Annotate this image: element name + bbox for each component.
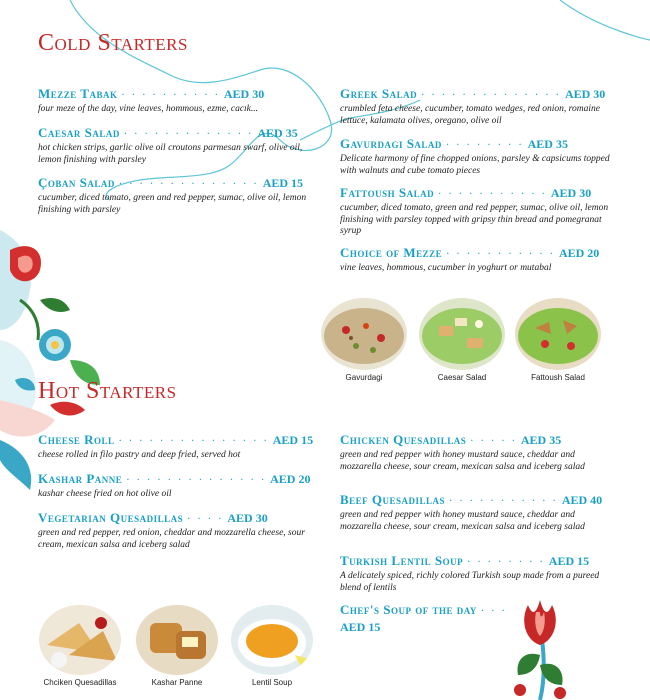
photo-caption: Fattoush Salad [531,373,585,382]
item-name: Vegetarian Quesadillas [38,510,184,525]
item-price: AED 15 [548,554,590,568]
fattoush-salad-image [515,298,601,370]
menu-item-greek-salad[interactable] [340,86,610,127]
photo-chicken-quesadillas [36,605,124,687]
menu-item-turkish-lentil-soup[interactable] [340,553,610,594]
photo-image [231,605,313,675]
item-price: AED 15 [272,433,314,447]
item-description: cheese rolled in filo pastry and deep fried, served hot [38,450,241,460]
menu-item-coban-salad[interactable] [38,175,308,216]
menu-item-vegetarian-quesadillas[interactable] [38,510,308,551]
lentil-soup-image [231,605,313,675]
photo-caption: Lentil Soup [251,678,293,687]
leader-dots: · · · · · · · · · · · · · · [118,179,259,190]
item-name: Fattoush Salad [340,185,435,200]
item-price: AED 30 [223,87,265,101]
item-price: AED 20 [270,472,311,486]
photo-caesar-salad [418,298,506,382]
item-description: kashar cheese fried on hot olive oil [38,489,172,499]
item-description: four meze of the day, vine leaves, hommous, ezme, cacık... [38,104,259,114]
leader-dots: · · · · · · · · · · · · · · · [118,436,269,447]
menu-item-gavurdagi-salad[interactable] [340,136,610,177]
item-price: AED 35 [520,433,562,447]
item-name: Turkish Lentil Soup [340,553,464,568]
item-price: AED 30 [550,186,592,200]
item-description: hot chicken strips, garlic olive oil croutons parmesan swarf, olive oil, lemon finishing with parsley [38,143,303,165]
item-description: green and red pepper with honey mustard sauce, cheddar and mozzarella cheese, sour cream, mexican salsa and iceberg salad [340,510,585,532]
leader-dots: · · · · · · · · · · · [438,189,547,200]
photo-image [515,298,601,370]
photo-gavurdagi [320,298,408,382]
item-name: Mezze Tabak [38,86,118,101]
tulip-ornament-right [514,600,566,700]
item-price: AED 40 [561,493,603,507]
item-price: AED 30 [227,511,268,525]
item-description: green and red pepper with honey mustard sauce, cheddar and mozzarella cheese, sour cream, mexican salsa and iceberg salad [340,450,585,472]
cold-starters-title: Cold Starters [38,30,188,56]
item-name: Chef's Soup of the day [340,602,477,617]
item-description: vine leaves, hommous, cucumber in yoghurt or mutabal [340,263,552,273]
photo-caption: Chciken Quesadillas [43,678,117,687]
leader-dots: · · · · · · · · · · · · · · [126,475,267,486]
photo-image [136,605,218,675]
photo-lentil-soup [228,605,316,687]
leader-dots: · · · · · · · · · · · · · · [421,90,561,101]
item-description: A delicately spiced, richly colored Turkish soup made from a pureed blend of lentils [340,571,600,593]
menu-item-kashar-panne[interactable] [38,471,311,501]
photo-image [321,298,407,370]
item-name: Chicken Quesadillas [340,432,467,447]
item-name: Choice of Mezze [340,245,443,260]
kashar-panne-image [136,605,218,675]
item-description: cucumber, diced tomato, green and red pepper, sumac, olive oil, lemon finishing with parsley [38,193,307,215]
photo-caption: Caesar Salad [437,373,487,382]
leader-dots: · · · · · · · · · · · [446,249,555,260]
menu-item-chicken-quesadillas[interactable] [340,432,610,473]
leader-dots: · · · · [187,514,224,525]
menu-item-mezze-tabak[interactable] [38,86,308,116]
leader-dots: · · · · · [470,436,517,447]
item-price: AED 30 [564,87,606,101]
photo-caption: Gavurdagi [345,373,383,382]
leader-dots: · · · · · · · · [467,557,545,568]
item-name: Kashar Panne [38,471,123,486]
item-name: Greek Salad [340,86,418,101]
photo-caption: Kashar Panne [151,678,203,687]
item-name: Cheese Roll [38,432,115,447]
item-description: cucumber, diced tomato, green and red pepper, sumac, olive oil, lemon finishing with parsley topped with gripsy thin bread and pomegranat syrup [340,203,609,236]
chicken-quesadillas-image [39,605,121,675]
leader-dots: · · · · · · · · · · · · · [123,129,254,140]
item-price: AED 20 [558,246,600,260]
leader-dots: · · · · · · · · · · · [449,496,558,507]
menu-item-choice-of-mezze[interactable] [340,245,610,275]
item-name: Gavurdagi Salad [340,136,442,151]
item-description: crumbled feta cheese, cucumber, tomato wedges, red onion, romaine lettuce, kalamata olives, oregano, olive oil [340,104,600,126]
photo-image [39,605,121,675]
item-name: Beef Quesadillas [340,492,446,507]
item-name: Caesar Salad [38,125,120,140]
caesar-salad-image [419,298,505,370]
gavurdagi-salad-image [321,298,407,370]
menu-item-caesar-salad[interactable] [38,125,308,166]
leader-dots: · · · · · · · · · · [121,90,220,101]
ornament-line-right [560,0,650,40]
leader-dots: · · · · · · · · [445,140,524,151]
photo-fattoush-salad [514,298,602,382]
item-price: AED 15 [340,620,381,634]
item-price: AED 35 [527,137,568,151]
photo-kashar-panne [133,605,221,687]
item-description: Delicate harmony of fine chopped onions, parsley & capsicums topped with walnuts and cube tomato pieces [340,154,610,176]
leader-dots: · · · [480,606,507,617]
hot-starters-title: Hot Starters [38,378,177,404]
item-name: Çoban Salad [38,175,115,190]
photo-image [419,298,505,370]
menu-item-fattoush-salad[interactable] [340,185,610,238]
item-price: AED 35 [257,126,298,140]
item-description: green and red pepper, red onion, cheddar and mozzarella cheese, sour cream, mexican salsa and iceberg salad [38,528,305,550]
menu-item-chefs-soup[interactable] [340,602,520,635]
menu-item-cheese-roll[interactable] [38,432,314,462]
menu-item-beef-quesadillas[interactable] [340,492,610,533]
item-price: AED 15 [262,176,304,190]
